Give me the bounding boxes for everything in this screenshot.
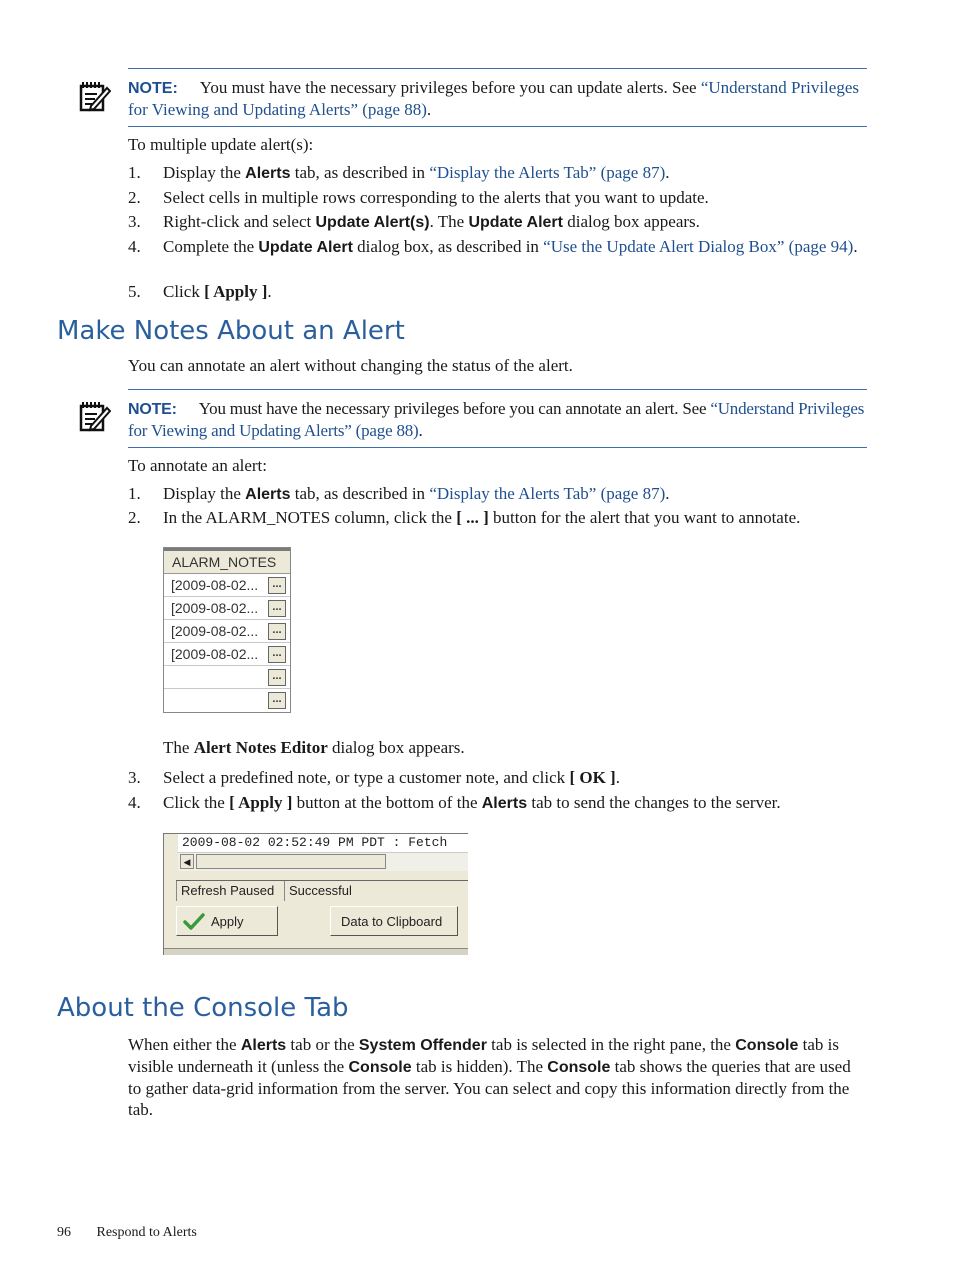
annotate-intro: To annotate an alert:: [128, 456, 267, 475]
step-number: 4.: [128, 237, 141, 256]
ui-ref: Update Alert: [468, 214, 563, 231]
update-alert-dialog-link[interactable]: “Use the Update Alert Dialog Box” (page 94): [543, 237, 854, 256]
update-intro: To multiple update alert(s):: [128, 135, 314, 154]
table-row[interactable]: [164, 574, 290, 597]
ellipsis-button[interactable]: ...: [268, 577, 286, 594]
note-cell: [2009-08-02...: [171, 600, 259, 616]
step-number: 1.: [128, 163, 141, 182]
table-row[interactable]: [164, 643, 290, 666]
privileges-link[interactable]: “Understand Privileges for Viewing and Updating Alerts” (page 88): [128, 78, 859, 119]
ellipsis-button-ref: [ ... ]: [456, 508, 489, 527]
text: .: [665, 484, 670, 503]
text: button at the bottom of the: [292, 793, 482, 812]
note-text: You must have the necessary privileges before you can annotate an alert. See: [198, 399, 711, 418]
step-text: [163, 211, 868, 233]
table-row[interactable]: [164, 620, 290, 643]
text: The: [163, 738, 194, 757]
display-alerts-link[interactable]: “Display the Alerts Tab” (page 87): [429, 163, 666, 182]
scroll-left-icon[interactable]: ◀: [180, 854, 194, 869]
button-row: [176, 904, 468, 940]
alerts-tab-ref: Alerts: [481, 795, 528, 812]
step-text: [163, 483, 868, 505]
step-text: [163, 162, 868, 184]
text: tab is visible underneath it (unless the: [128, 1035, 839, 1076]
step-number: 1.: [128, 484, 141, 503]
punct: .: [418, 421, 423, 440]
dialog-appears-text: [163, 737, 465, 758]
ok-ref: [ OK ]: [569, 768, 616, 787]
note-icon: [79, 80, 111, 112]
note-text: You must have the necessary privileges before you can update alerts. See: [199, 78, 701, 97]
ui-ref: Update Alert: [258, 239, 353, 256]
note-label: NOTE:: [128, 80, 178, 97]
privileges-link[interactable]: “Understand Privileges for Viewing and Updating Alerts” (page 88): [128, 399, 865, 440]
text: Select a predefined note, or type a customer note, and click: [163, 768, 570, 787]
text: Display the: [163, 484, 246, 503]
data-to-clipboard-button[interactable]: [330, 906, 458, 936]
text: tab, as described in: [290, 163, 430, 182]
punct: .: [426, 100, 432, 119]
console-paragraph: [128, 1034, 868, 1120]
text: .: [853, 237, 858, 256]
text: Click the: [163, 793, 230, 812]
ui-ref: System Offender: [358, 1037, 487, 1054]
step-number: 2.: [128, 508, 141, 527]
text: .: [267, 282, 272, 301]
text: In the ALARM_NOTES column, click the: [163, 508, 457, 527]
step-text: [163, 507, 868, 528]
note-box: [128, 68, 867, 127]
page-number: 96: [57, 1225, 71, 1240]
text: tab or the: [286, 1035, 359, 1054]
apply-button[interactable]: [176, 906, 278, 936]
note-label: NOTE:: [128, 401, 177, 418]
text: tab, as described in: [290, 484, 430, 503]
ui-ref: Alerts: [240, 1037, 287, 1054]
table-row[interactable]: [164, 689, 290, 711]
step-text: [163, 236, 868, 258]
step-text: [163, 767, 868, 788]
ui-ref: Update Alert(s): [315, 214, 430, 231]
step-number: 3.: [128, 212, 141, 231]
text: Click: [163, 282, 205, 301]
step-number: 5.: [128, 282, 141, 301]
text: tab is selected in the right pane, the: [486, 1035, 736, 1054]
text: .: [665, 163, 670, 182]
console-query-text[interactable]: 2009-08-02 02:52:49 PM PDT : Fetch: [178, 834, 468, 852]
ellipsis-button[interactable]: ...: [268, 623, 286, 640]
alerts-tab-ref: Alerts: [245, 165, 291, 182]
display-alerts-link[interactable]: “Display the Alerts Tab” (page 87): [429, 484, 666, 503]
step-number: 2.: [128, 188, 141, 207]
clipboard-label: Data to Clipboard: [341, 914, 443, 929]
text: dialog box appears.: [327, 738, 465, 757]
horizontal-scrollbar[interactable]: [178, 852, 468, 871]
apply-ref: [ Apply ]: [204, 282, 268, 301]
text: Display the: [163, 163, 246, 182]
note-box: [128, 389, 867, 448]
text: . The: [429, 212, 469, 231]
console-screenshot: [163, 833, 468, 955]
result-status: Successful: [284, 881, 352, 901]
text: dialog box, as described in: [352, 237, 544, 256]
section-intro: You can annotate an alert without changing the status of the alert.: [128, 356, 573, 375]
step-text: Select cells in multiple rows corresponding to the alerts that you want to update.: [163, 188, 709, 207]
text: .: [615, 768, 620, 787]
ellipsis-button[interactable]: ...: [268, 692, 286, 709]
table-row[interactable]: [164, 597, 290, 620]
text: tab shows the queries that are used to gather data-grid information from the server. You can select and copy this information directly from the tab.: [128, 1057, 851, 1119]
note-cell: [2009-08-02...: [171, 623, 259, 639]
text: dialog box appears.: [562, 212, 700, 231]
text: tab to send the changes to the server.: [527, 793, 781, 812]
section-heading: About the Console Tab: [57, 993, 349, 1023]
editor-ref: Alert Notes Editor: [193, 738, 328, 757]
step-number: 3.: [128, 768, 141, 787]
chapter-title: Respond to Alerts: [96, 1225, 197, 1240]
ellipsis-button[interactable]: ...: [268, 646, 286, 663]
alarm-notes-grid: [163, 547, 291, 713]
note-cell: [2009-08-02...: [171, 646, 259, 662]
text: tab is hidden). The: [411, 1057, 548, 1076]
status-bar: [176, 880, 468, 901]
ui-ref: Console: [735, 1037, 799, 1054]
text: button for the alert that you want to annotate.: [488, 508, 801, 527]
step-number: 4.: [128, 793, 141, 812]
text: When either the: [128, 1035, 241, 1054]
step-text: [163, 792, 868, 814]
table-row[interactable]: [164, 666, 290, 689]
apply-label: Apply: [211, 914, 244, 929]
page-footer: [57, 1222, 197, 1243]
ellipsis-button[interactable]: ...: [268, 600, 286, 617]
ellipsis-button[interactable]: ...: [268, 669, 286, 686]
alerts-tab-ref: Alerts: [245, 486, 291, 503]
bottom-edge: [164, 948, 468, 955]
note-icon: [79, 400, 111, 432]
alarm-notes-header[interactable]: ALARM_NOTES: [164, 551, 290, 574]
apply-ref: [ Apply ]: [229, 793, 293, 812]
step-text: [163, 281, 868, 302]
section-heading: Make Notes About an Alert: [57, 316, 405, 346]
text: Right-click and select: [163, 212, 316, 231]
ui-ref: Console: [547, 1059, 611, 1076]
text: Complete the: [163, 237, 259, 256]
ui-ref: Console: [348, 1059, 412, 1076]
note-cell: [2009-08-02...: [171, 577, 259, 593]
scrollbar-thumb[interactable]: [196, 854, 386, 869]
refresh-status: Refresh Paused: [176, 881, 284, 901]
checkmark-icon: [183, 913, 205, 931]
